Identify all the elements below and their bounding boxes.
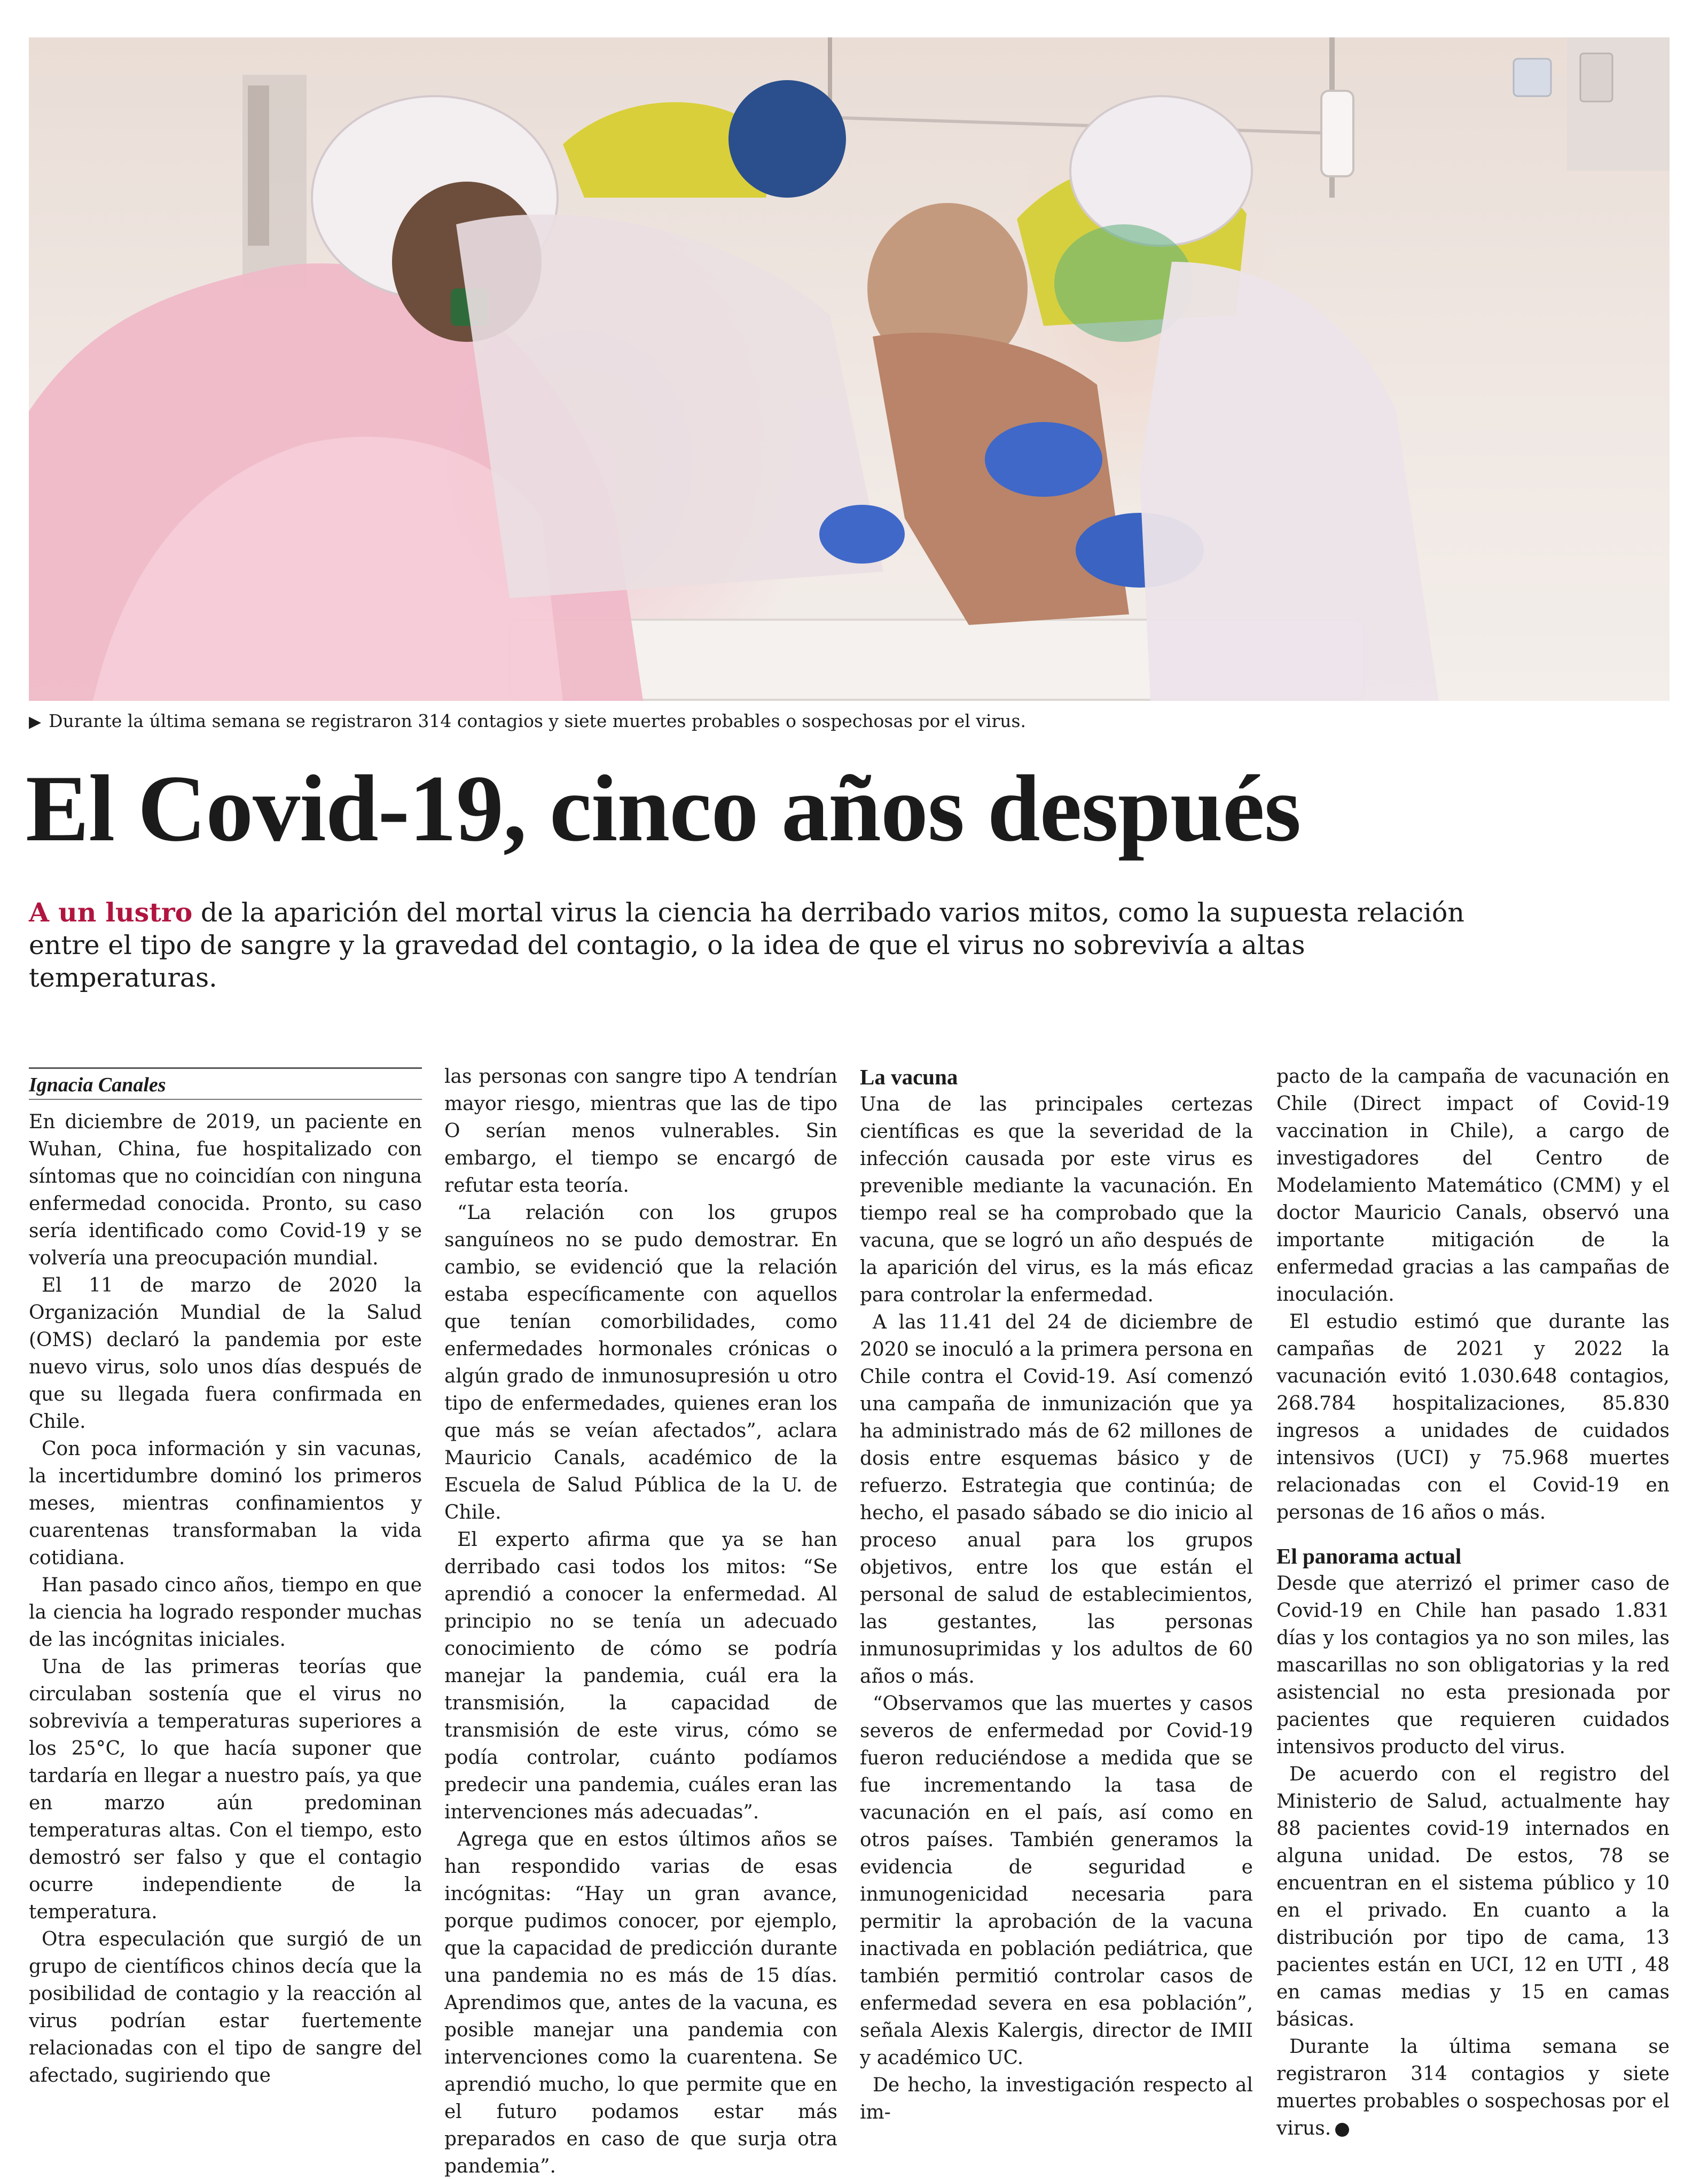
article-headline: El Covid-19, cinco años después	[26, 755, 1301, 861]
deck-text: de la aparición del mortal virus la ciencia ha derribado varios mitos, como la supuesta relación entre el tipo de sangre y la gravedad del contagio, o la idea de que el virus no sobrevivía a altas temperaturas.	[29, 897, 1464, 993]
paragraph: Con poca información y sin vacunas, la incertidumbre dominó los primeros meses, mientras confinamientos y cuarentenas transformaban la vida cotidiana.	[29, 1438, 422, 1569]
article-deck	[29, 896, 1471, 994]
paragraph-final	[1276, 2033, 1670, 2142]
section-heading-vacuna: La vacuna	[860, 1065, 958, 1089]
byline-rule-bottom	[29, 1099, 422, 1100]
article-column-4	[1276, 1063, 1670, 2142]
photo-caption	[29, 710, 1670, 731]
paragraph: Una de las primeras teorías que circulaban sostenía que el virus no sobrevivía a temperaturas superiores a los 25°C, lo que hacía suponer que tardaría en llegar a nuestro país, ya que en marzo aún predominan temperaturas altas. Con el tiempo, esto demostró ser falso y que el contagio ocurre independiente de la temperatura.	[29, 1656, 422, 1923]
final-text: Durante la última semana se registraron 314 contagios y siete muertes probables o sospechosas por el virus.	[1276, 2036, 1670, 2139]
article-column-1	[29, 1063, 422, 2089]
paragraph: De acuerdo con el registro del Ministerio de Salud, actualmente hay 88 pacientes covid-19 internados en alguna unidad. De estos, 78 se encuentran en el sistema público y 10 en el privado. En cuanto a la distribución por tipo de cama, 13 pacientes están en UCI, 12 en UTI , 48 en camas medias y 15 en camas básicas.	[1276, 1763, 1670, 2030]
paragraph: Una de las principales certezas científicas es que la severidad de la infección causada por este virus es prevenible mediante la vacunación. En tiempo real se ha comprobado que la vacuna, que se logró un año después de la aparición del virus, es la más eficaz para controlar la enfermedad.	[860, 1093, 1253, 1306]
paragraph: El 11 de marzo de 2020 la Organización Mundial de la Salud (OMS) declaró la pandemia por este nuevo virus, solo unos días después de que su llegada fuera confirmada en Chile.	[29, 1275, 422, 1433]
paragraph: Otra especulación que surgió de un grupo de científicos chinos decía que la posibilidad de contagio y la reacción al virus podrían estar fuertemente relacionadas con el tipo de sangre del afectado, sugiriendo que	[29, 1928, 422, 2087]
article-photo	[29, 37, 1670, 701]
article-column-3	[860, 1063, 1253, 2126]
end-of-article-dot-icon	[1335, 2123, 1349, 2137]
paragraph: las personas con sangre tipo A tendrían mayor riesgo, mientras que las de tipo O serían menos vulnerables. Sin embargo, el tiempo se encargó de refutar esta teoría.	[444, 1066, 837, 1197]
section-heading-panorama: El panorama actual	[1276, 1544, 1462, 1568]
paragraph: “Observamos que las muertes y casos severos de enfermedad por Covid-19 fueron reduciéndose a medida que se fue incrementando la tasa de vacunación en el país, así como en otros países. También generamos la evidencia de seguridad e inmunogenicidad necesaria para permitir la aprobación de la vacuna inactivada en población pediátrica, que también permitió controlar casos de enfermedad severa en esa población”, señala Alexis Kalergis, director de IMII y académico UC.	[860, 1693, 1253, 2069]
triangle-right-icon: ▶	[29, 713, 42, 731]
article-column-2	[444, 1063, 837, 2180]
paragraph: En diciembre de 2019, un paciente en Wuhan, China, fue hospitalizado con síntomas que no coincidían con ninguna enfermedad conocida. Pronto, su caso sería identificado como Covid-19 y se volvería una preocupación mundial.	[29, 1111, 422, 1269]
photo-caption-text: Durante la última semana se registraron 314 contagios y siete muertes probables o sospechosas por el virus.	[49, 710, 1026, 731]
paragraph: El estudio estimó que durante las campañas de 2021 y 2022 la vacunación evitó 1.030.648 contagios, 268.784 hospitalizaciones, 85.830 ingresos a unidades de cuidados intensivos (UCI) y 75.968 muertes relacionadas con el Covid-19 en personas de 16 años o más.	[1276, 1311, 1670, 1523]
paragraph: El experto afirma que ya se han derribado casi todos los mitos: “Se aprendió a conocer la enfermedad. Al principio no se tenía un adecuado conocimiento de cómo se podría manejar la pandemia, cuál era la transmisión, la capacidad de transmisión de este virus, cómo se podía controlar, cuánto podíamos predecir una pandemia, cuáles eran las intervenciones más adecuadas”.	[444, 1529, 837, 1823]
paragraph: A las 11.41 del 24 de diciembre de 2020 se inoculó a la primera persona en Chile contra el Covid-19. Así comenzó una campaña de inmunización que ya ha administrado más de 62 millones de dosis entre esquemas básico y de refuerzo. Estrategia que continúa; de hecho, el pasado sábado se dio inicio al proceso anual para los grupos objetivos, entre los que están el personal de salud de establecimientos, las gestantes, las personas inmunosuprimidas y los adultos de 60 años o más.	[860, 1311, 1253, 1687]
paragraph: “La relación con los grupos sanguíneos no se pudo demostrar. En cambio, se evidenció que la relación estaba específicamente con aquellos que tenían comorbilidades, como enfermedades hormonales crónicas o algún grado de inmunosupresión u otro tipo de enfermedades, quienes eran los que más se veían afectados”, aclara Mauricio Canals, académico de la Escuela de Salud Pública de la U. de Chile.	[444, 1202, 837, 1523]
paragraph: De hecho, la investigación respecto al im-	[860, 2074, 1253, 2123]
paragraph: pacto de la campaña de vacunación en Chile (Direct impact of Covid-19 vaccination in Chile), a cargo de investigadores del Centro de Modelamiento Matemático (CMM) y el doctor Mauricio Canals, observó una importante mitigación de la enfermedad gracias a las campañas de inoculación.	[1276, 1066, 1670, 1306]
paragraph: Desde que aterrizó el primer caso de Covid-19 en Chile han pasado 1.831 días y los contagios ya no son miles, las mascarillas no son obligatorias y la red asistencial no esta presionada por pacientes que requieren cuidados intensivos producto del virus.	[1276, 1573, 1670, 1758]
paragraph: Han pasado cinco años, tiempo en que la ciencia ha logrado responder muchas de las incógnitas iniciales.	[29, 1574, 422, 1651]
deck-lead: A un lustro	[29, 897, 193, 928]
paragraph: Agrega que en estos últimos años se han respondido varias de esas incógnitas: “Hay un gran avance, porque pudimos conocer, por ejemplo, que la capacidad de predicción durante una pandemia no es más de 15 días. Aprendimos que, antes de la vacuna, es posible manejar una pandemia con intervenciones como la cuarentena. Se aprendió mucho, lo que permite que en el futuro podamos estar más preparados en caso de que surja otra pandemia”.	[444, 1829, 837, 2177]
byline: Ignacia Canales	[29, 1074, 166, 1096]
hospital-scene-photo	[29, 37, 1670, 701]
